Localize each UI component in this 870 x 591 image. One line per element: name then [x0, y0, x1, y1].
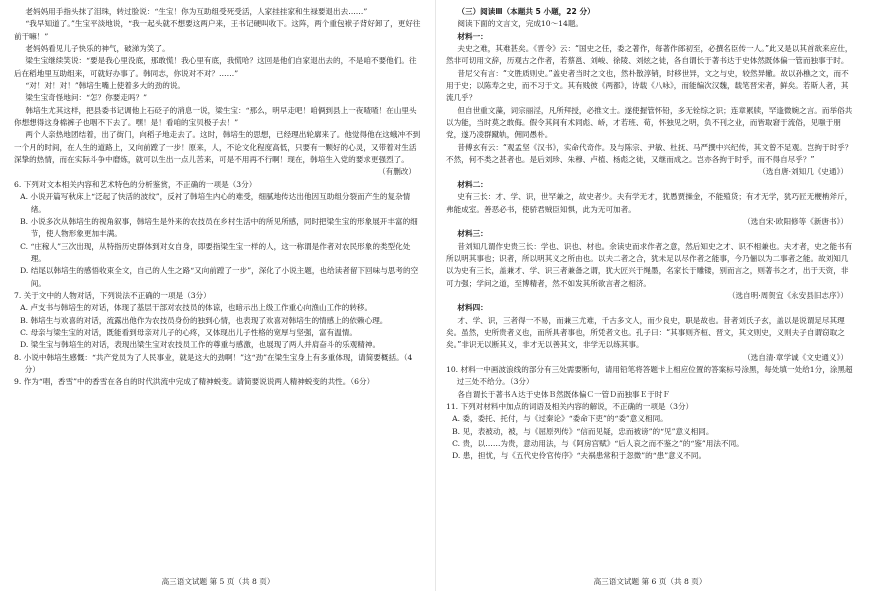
page-footer-6: 高三语文试题 第 6 页（共 8 页）	[593, 576, 707, 586]
material-3-label: 材料三：	[457, 229, 488, 239]
material-1-source: （选自唐·刘知几《史通》）	[758, 167, 848, 177]
question-11: 11. 下列对材料中加点的词语及相关内容的解说，不正确的一项是（3分）	[446, 402, 694, 411]
question-10: 10. 材料一中画波浪线的部分有三处需要断句，请用铅笔将答题卡上相应位置的答案标号涂黑，每处填一处给1分，涂黑超过三处不给分。（3分）	[446, 364, 853, 387]
question-6-option-b: B. 小说多次从韩培生的视角叙事，韩培生是外来的农技员在乡村生活中的所见所感，同时把梁生宝的形象展开丰富的细节，使人物形象更加丰满。	[20, 216, 418, 239]
question-6-option-c: C. “庄稼人”三次出现，从特指历史群体到对女自身，即要指梁生宝一样的人，这一称谓是作者对农民形象的类型化处理。	[20, 241, 411, 263]
page-footer-5: 高三语文试题 第 5 页（共 8 页）	[161, 576, 275, 586]
section-instruction: 阅读下面的文言文，完成10～14题。	[457, 19, 584, 29]
page-6-column	[446, 6, 854, 588]
story-paragraph-4: 梁生宝继续笑说：“要是我心里没底，那敢慌！我心里有底，我慌哈？这回是他们自家退出去的，不是咱不要他们。往后在稻地里互助组来，可就好办事了。韩同志，你说对不对？……”	[14, 56, 417, 78]
story-paragraph-6: 梁生宝奇怪地问：“怎？你要走吗？”	[25, 93, 148, 103]
question-11-option-b: B. 见，表被动，被，与《屈原列传》“信而见疑，忠而被谤”的“见”意义相同。	[452, 426, 714, 436]
material-2-source: （选自宋·欧阳修等《新唐书》）	[743, 216, 848, 226]
question-7-option-a: A. 卢支书与韩培生的对话，体现了基层干部对农技员的体谅，也暗示出上级工作重心向渔山工作的转移。	[20, 303, 373, 313]
question-6-option-a: A. 小说开篇写秋床上“泛起了快活的波纹”，反衬了韩培生内心的难受，细腻地传达出他因互助组分裂而产生的复杂情绪。	[20, 192, 411, 214]
material-3-source: （选自明·周贺宜《永安县旧志序》）	[727, 290, 848, 300]
section-heading: （三）阅读Ⅲ（本题共 5 小题，22 分）	[457, 7, 595, 16]
story-paragraph-1: 老妈妈用手指头抹了泪珠，转过脸说：“生宝！你为互助组受死受活，人家挂挂家和生禄要退出去……”	[25, 7, 368, 16]
story-paragraph-3: 老妈妈看见儿子快乐的神气，破涕为笑了。	[25, 44, 170, 54]
page-divider	[435, 0, 436, 591]
material-4-label: 材料四：	[457, 303, 488, 313]
source-note: （有删改）	[378, 167, 416, 177]
story-paragraph-2: “我早知道了。”生宝平淡地说，“我一起头就不想要这两户来，王书记硬叫收下。这阵，两个重包袱子背好卸了，更好往前干嘛！”	[14, 19, 421, 41]
story-paragraph-8: 两个人亲热地团结着，出了街门，向稻子地走去了。这时，韩培生的思想，已经理出轮廓来了。他觉得他在这蛾冲不到一个月的时间，在人生的道路上，又向前蹚了一步！原来，人，不论文化程度高低，只要有一颗好的心灵，又带着对生活深挚的热情，而在实际斗争中磨炼，就可以生出一点儿苦来，可是不用再不行啊！现在，韩培生入党的要求更强烈了。	[14, 130, 421, 165]
question-11-option-a: A. 委，委托、托付，与《过秦论》“委命下吏”的“委”意义相同。	[452, 414, 668, 424]
story-paragraph-7: 韩培生尤其这样，把县委书记调他上石砭子的消息一说，梁生宝：“那么，明早走吧！咱俩到县上一夜喳喳！在山里头你想想得这身棉裤子也咽不下去了。嘿！是！看咱的宝贝极子去！”	[14, 105, 417, 128]
question-7-option-b: B. 韩培生与欢喜的对话，流露出他作为农技员身份的独到心情，也表现了欢喜对韩培生的情感上的依赖心理。	[20, 315, 388, 325]
material-1-paragraph-3: 但自世重文藻，词宗丽淫，凡所拜授，必推文士。遂使握管怀铅，多无铨综之识；连章累牍，罕逢微婉之言。而举俗共以为能，当时莫之敢侮。假令其间有术同彪、峤，才若班、荀，怀独见之明，负不刊之业，而皆取窘于流俗，见嗤于朋党，遂乃凌群蹴轨，佣同愚朴。	[446, 105, 853, 140]
material-2-label: 材料二：	[457, 179, 488, 189]
question-7-option-d: D. 梁生宝与韩培生的对话，表现出梁生宝对农技员工作的尊重与感激，也展现了两人并肩奋斗的乐观精神。	[20, 340, 381, 350]
material-1-paragraph-2: 昔尼父有言：“文胜质则史。”盖史者当时之文也，然朴散淳销，时移世异，文之与史，较然异辙。故以孙樵之文，而不用于史；以陈寿之史，而不习于文。其有贱彼《两都》，诗载《八咏》，而能编次汉魏，载笔晋宋者，鲜矣。若斯人者，其流几乎？	[446, 68, 849, 103]
story-paragraph-5: “对！对！对！”韩培生嘴上使着多大的劲的说。	[25, 81, 186, 91]
question-8: 8. 小说中韩培生感慨：“共产党员为了人民事业，就是这大的劲啊！”这“劲”在梁生宝身上有多重体现，请简要概括。（4分）	[14, 352, 413, 374]
question-11-option-c: C. 贵，以……为贵，意动用法，与《阿房宫赋》“后人哀之而不鉴之”的“鉴”用法不同。	[452, 439, 744, 449]
material-4-paragraph: 才、学、识，三者得一不易，而兼三尤难，千古多文人，而少良史，职是故也。昔者刘氏子玄，盖以是说谓足尽其理矣。虽然，史所贵者义也，而所具者事也，所凭者文也。孔子曰：“其事则齐桓、晋文，其文则史，义则夫子自谓窃取之矣。”非识无以断其义，非才无以善其文，非学无以练其事。	[446, 315, 845, 350]
material-2-paragraph: 史有三长：才、学、识，世罕兼之，故史者少。夫有学无才，犹愚贾操金，不能殖货；有才无学，犹巧匠无楩柟斧斤，弗能成室。善恶必书，使骄君贼臣知惧，此为无可加者。	[446, 192, 853, 214]
question-6: 6. 下列对文本相关内容和艺术特色的分析鉴赏，不正确的一项是（3分）	[14, 179, 257, 189]
question-6-option-d: D. 结尾以韩培生的感悟收束全文，自己的人生之路“又向前蹚了一步”，深化了小说主题，也给读者留下回味与思考的空间。	[20, 266, 419, 288]
question-7: 7. 关于文中的人物对话，下列说法不正确的一项是（3分）	[14, 290, 211, 300]
page-5-column	[14, 6, 422, 588]
material-1-paragraph-4: 昔傅玄有云：“观孟坚《汉书》，实命代奇作。及与陈宗、尹敏、杜抚、马严撰中兴纪传，其文曾不足观。岂拘于时乎？不然，何不类之甚者也。是后刘珍、朱穆、卢植、杨彪之徒，又继而成之。岂亦各拘于时乎，而不得自尽乎？”	[446, 142, 853, 165]
question-10-punctuation-options: 各自谓长于著书Ａ达于史体Ｂ然既体偏Ｃ一管Ｄ而独事Ｅ于时Ｆ	[457, 389, 671, 399]
material-1-paragraph-1: 夫史之难，其难甚矣。《晋令》云：“国史之任，委之著作，每著作郎初至，必撰名臣传一人。”此又是以其首欲来应仕，然非可切用文辞，历观古之作者，若蔡邕、刘峻、徐陵、刘炫之徒，各自谓长于著书达于史体然既体偏一管而独事于时。	[446, 44, 853, 66]
question-7-option-c: C. 母亲与梁生宝的对话，既能看到母亲对儿子的心疼，又体现出儿子性格的宽厚与坚强，富有温情。	[20, 327, 357, 337]
material-4-source: （选自清·章学诚《文史通义》）	[743, 352, 848, 362]
question-11-option-d: D. 患，担忧，与《五代史伶官传序》“夫祸患常积于忽微”的“患”意义不同。	[452, 451, 707, 461]
question-9: 9. 作为“唱，香雪”中的香雪在各自的时代洪流中完成了精神蜕变。请简要说说两人精神蜕变的共性。（6分）	[14, 377, 375, 387]
material-1-label: 材料一：	[457, 31, 488, 41]
material-3-paragraph: 昔刘知几谓作史贵三长：学也、识也、材也。余读史而求作者之意，然后知史之才、识不相兼也。夫才者，史之能书有所以明其事也；识者，所以明其义之所由也。以夫二者之合，犹未足以尽作者之能事，今乃俪以为二事者之能。故刘知几以为史有三长，盖兼才、学、识三者兼备之谓，犹大匠兴于绳墨，名家长于雕镂，别而言之，则著书之才，出于天资，非可力强；学问之道，至博精者，然不如发其所欲言者之相济。	[446, 241, 853, 288]
